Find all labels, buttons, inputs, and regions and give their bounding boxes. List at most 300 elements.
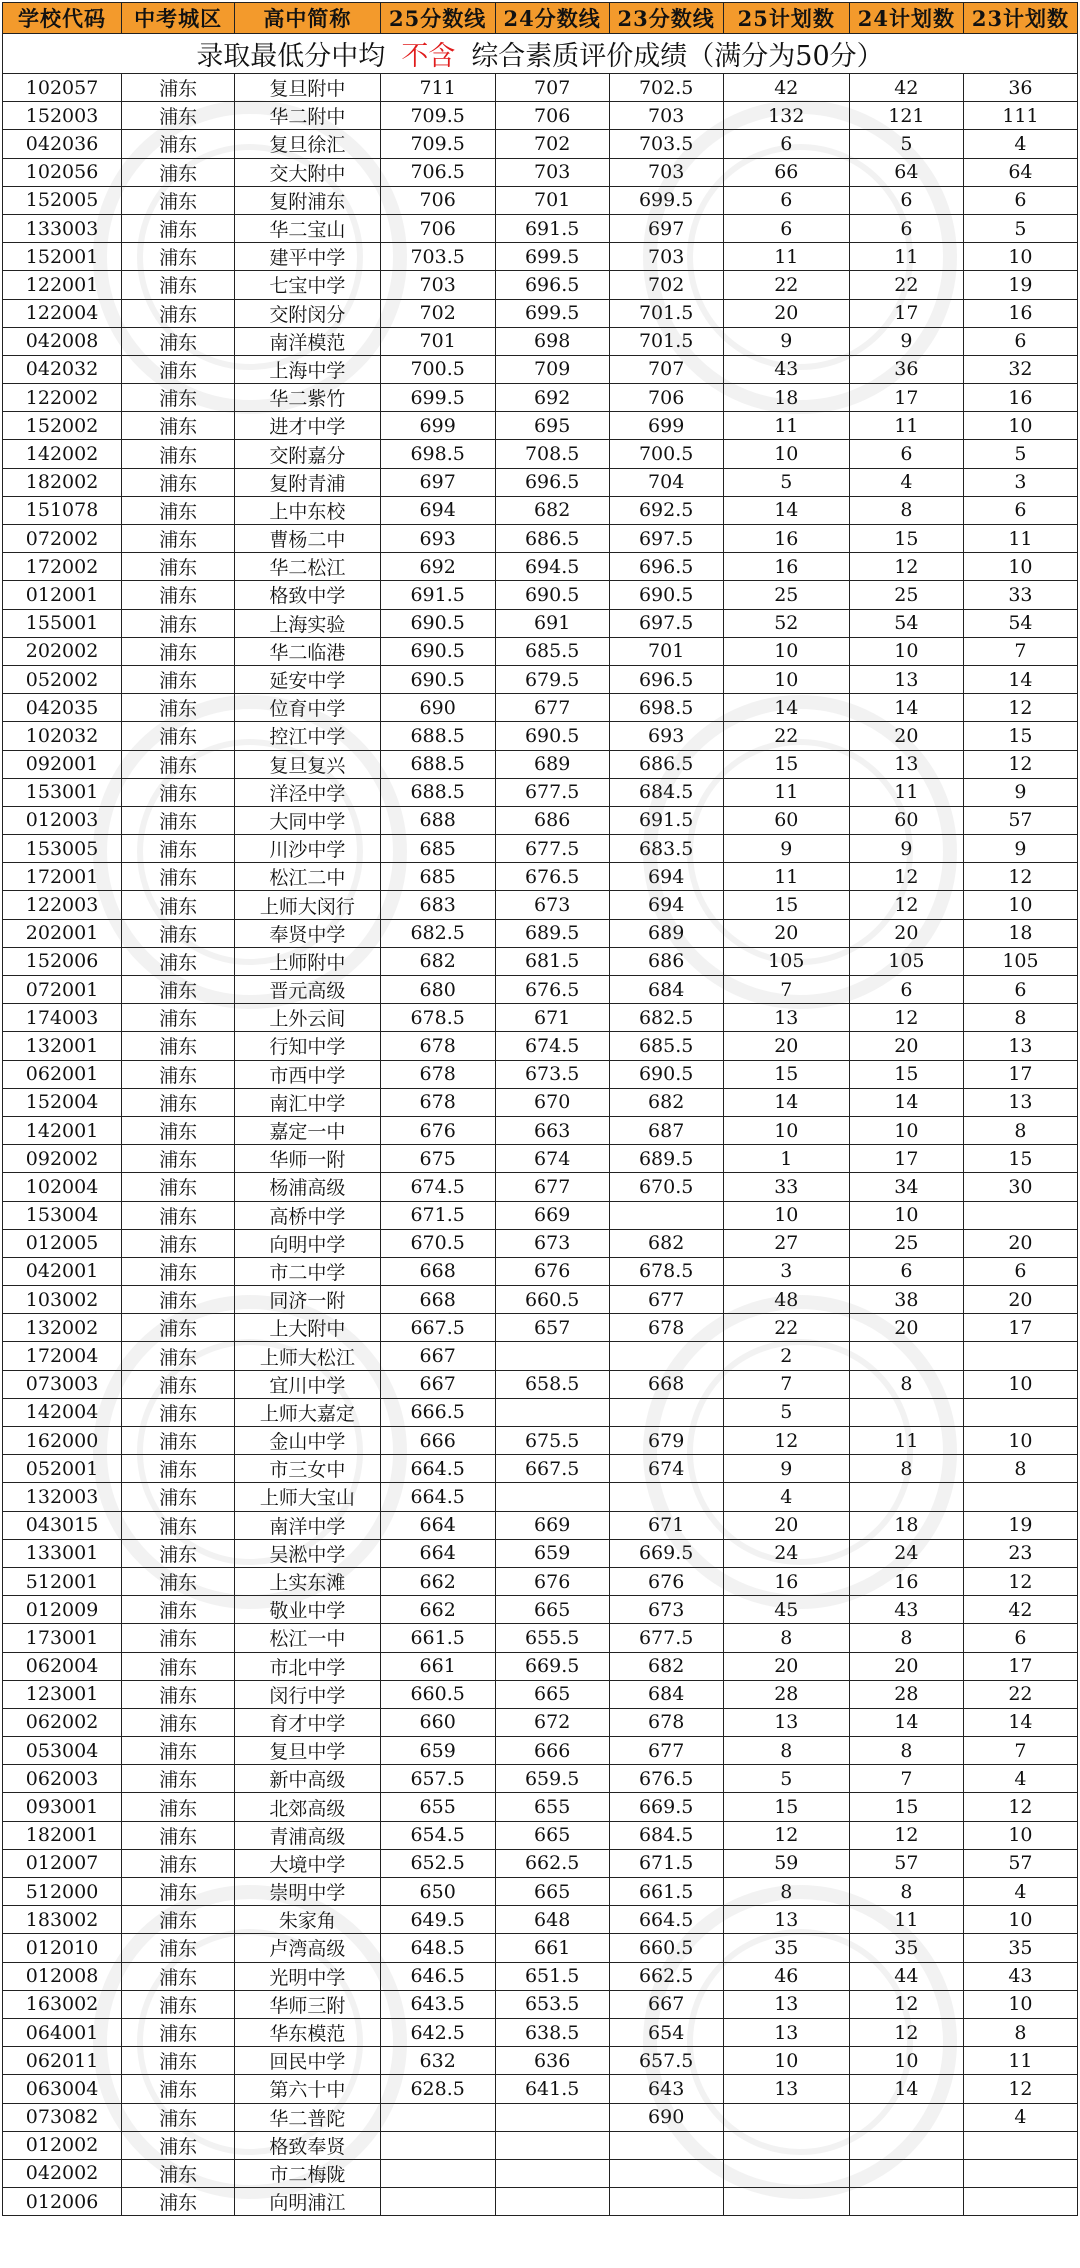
school-code-cell: 122004 bbox=[3, 299, 122, 327]
plan-24-cell: 20 bbox=[849, 1314, 963, 1342]
table-row bbox=[3, 1201, 1078, 1229]
score-25-cell: 691.5 bbox=[380, 581, 495, 609]
plan-24-cell: 13 bbox=[849, 750, 963, 778]
score-24-cell: 653.5 bbox=[495, 1990, 609, 2018]
school-code-cell: 174003 bbox=[3, 1004, 122, 1032]
school-name-cell: 交附闵分 bbox=[235, 299, 381, 327]
plan-24-cell: 44 bbox=[849, 1962, 963, 1990]
table-row bbox=[3, 1088, 1078, 1116]
table-row bbox=[3, 553, 1078, 581]
district-cell: 浦东 bbox=[122, 1511, 235, 1539]
score-23-cell: 693 bbox=[609, 722, 723, 750]
district-cell: 浦东 bbox=[122, 1145, 235, 1173]
district-cell: 浦东 bbox=[122, 1286, 235, 1314]
plan-25-cell: 13 bbox=[723, 1990, 849, 2018]
table-row bbox=[3, 1849, 1078, 1877]
note-text: 综合素质评价成绩（满分为50分） bbox=[471, 41, 884, 72]
school-code-cell: 012005 bbox=[3, 1229, 122, 1257]
district-cell: 浦东 bbox=[122, 440, 235, 468]
score-24-cell: 673.5 bbox=[495, 1060, 609, 1088]
score-24-cell bbox=[495, 2131, 609, 2159]
table-row bbox=[3, 327, 1078, 355]
score-25-cell: 664.5 bbox=[380, 1483, 495, 1511]
note-text: 录取最低分中均 bbox=[196, 41, 386, 72]
district-cell: 浦东 bbox=[122, 74, 235, 102]
table-row bbox=[3, 694, 1078, 722]
plan-23-cell: 12 bbox=[963, 750, 1077, 778]
district-cell: 浦东 bbox=[122, 2075, 235, 2103]
school-code-cell: 153005 bbox=[3, 835, 122, 863]
district-cell: 浦东 bbox=[122, 2131, 235, 2159]
district-cell: 浦东 bbox=[122, 496, 235, 524]
score-23-cell: 670.5 bbox=[609, 1173, 723, 1201]
district-cell: 浦东 bbox=[122, 919, 235, 947]
school-code-cell: 122002 bbox=[3, 384, 122, 412]
school-code-cell: 012008 bbox=[3, 1962, 122, 1990]
score-23-cell: 684 bbox=[609, 976, 723, 1004]
score-25-cell: 678 bbox=[380, 1088, 495, 1116]
score-23-cell: 684 bbox=[609, 1680, 723, 1708]
plan-24-cell: 15 bbox=[849, 1060, 963, 1088]
district-cell: 浦东 bbox=[122, 1708, 235, 1736]
score-23-cell: 686.5 bbox=[609, 750, 723, 778]
school-code-cell: 012009 bbox=[3, 1596, 122, 1624]
district-cell: 浦东 bbox=[122, 158, 235, 186]
plan-25-cell: 24 bbox=[723, 1539, 849, 1567]
plan-23-cell: 6 bbox=[963, 976, 1077, 1004]
score-24-cell: 636 bbox=[495, 2047, 609, 2075]
score-24-cell: 659 bbox=[495, 1539, 609, 1567]
score-24-cell: 677 bbox=[495, 1173, 609, 1201]
table-row bbox=[3, 186, 1078, 214]
plan-23-cell: 32 bbox=[963, 355, 1077, 383]
school-name-cell: 格致中学 bbox=[235, 581, 381, 609]
school-code-cell: 172001 bbox=[3, 863, 122, 891]
score-25-cell: 709.5 bbox=[380, 130, 495, 158]
score-25-cell: 709.5 bbox=[380, 102, 495, 130]
score-23-cell: 685.5 bbox=[609, 1032, 723, 1060]
district-cell: 浦东 bbox=[122, 1624, 235, 1652]
plan-25-cell: 10 bbox=[723, 440, 849, 468]
plan-23-cell: 6 bbox=[963, 327, 1077, 355]
plan-25-cell: 43 bbox=[723, 355, 849, 383]
score-25-cell: 648.5 bbox=[380, 1934, 495, 1962]
score-25-cell: 668 bbox=[380, 1257, 495, 1285]
score-24-cell: 692 bbox=[495, 384, 609, 412]
plan-24-cell bbox=[849, 2159, 963, 2187]
table-row bbox=[3, 2103, 1078, 2131]
table-row bbox=[3, 1032, 1078, 1060]
score-23-cell: 654 bbox=[609, 2018, 723, 2046]
school-code-cell: 053004 bbox=[3, 1737, 122, 1765]
plan-25-cell: 48 bbox=[723, 1286, 849, 1314]
plan-24-cell: 10 bbox=[849, 2047, 963, 2075]
plan-24-cell: 12 bbox=[849, 863, 963, 891]
plan-23-cell: 4 bbox=[963, 1765, 1077, 1793]
score-23-cell: 679 bbox=[609, 1427, 723, 1455]
score-24-cell: 689 bbox=[495, 750, 609, 778]
score-24-cell: 691 bbox=[495, 609, 609, 637]
plan-25-cell: 15 bbox=[723, 891, 849, 919]
score-24-cell bbox=[495, 2103, 609, 2131]
district-cell: 浦东 bbox=[122, 1737, 235, 1765]
plan-23-cell: 11 bbox=[963, 525, 1077, 553]
school-name-cell: 华二普陀 bbox=[235, 2103, 381, 2131]
plan-24-cell: 20 bbox=[849, 1032, 963, 1060]
plan-25-cell: 11 bbox=[723, 412, 849, 440]
plan-23-cell: 20 bbox=[963, 1229, 1077, 1257]
plan-23-cell: 13 bbox=[963, 1088, 1077, 1116]
school-name-cell: 上实东滩 bbox=[235, 1567, 381, 1595]
score-25-cell: 697 bbox=[380, 468, 495, 496]
district-cell: 浦东 bbox=[122, 1370, 235, 1398]
district-cell: 浦东 bbox=[122, 1173, 235, 1201]
school-code-cell: 072001 bbox=[3, 976, 122, 1004]
table-row bbox=[3, 919, 1078, 947]
district-cell: 浦东 bbox=[122, 1201, 235, 1229]
school-name-cell: 上中东校 bbox=[235, 496, 381, 524]
table-row bbox=[3, 2131, 1078, 2159]
plan-24-cell bbox=[849, 1483, 963, 1511]
school-code-cell: 155001 bbox=[3, 609, 122, 637]
plan-25-cell: 8 bbox=[723, 1737, 849, 1765]
score-24-cell: 669.5 bbox=[495, 1652, 609, 1680]
district-cell: 浦东 bbox=[122, 2103, 235, 2131]
school-code-cell: 102004 bbox=[3, 1173, 122, 1201]
plan-23-cell: 8 bbox=[963, 1116, 1077, 1144]
score-23-cell: 657.5 bbox=[609, 2047, 723, 2075]
school-name-cell: 上外云间 bbox=[235, 1004, 381, 1032]
score-24-cell: 669 bbox=[495, 1511, 609, 1539]
plan-23-cell: 12 bbox=[963, 2075, 1077, 2103]
score-23-cell: 678.5 bbox=[609, 1257, 723, 1285]
district-cell: 浦东 bbox=[122, 412, 235, 440]
district-cell: 浦东 bbox=[122, 1427, 235, 1455]
score-24-cell: 665 bbox=[495, 1821, 609, 1849]
plan-25-cell: 9 bbox=[723, 1455, 849, 1483]
score-23-cell: 702 bbox=[609, 271, 723, 299]
school-name-cell: 市北中学 bbox=[235, 1652, 381, 1680]
score-23-cell: 668 bbox=[609, 1370, 723, 1398]
table-row bbox=[3, 2047, 1078, 2075]
table-row bbox=[3, 102, 1078, 130]
plan-25-cell: 5 bbox=[723, 1398, 849, 1426]
score-24-cell: 661 bbox=[495, 1934, 609, 1962]
plan-24-cell: 14 bbox=[849, 2075, 963, 2103]
table-row bbox=[3, 2188, 1078, 2216]
school-name-cell: 大境中学 bbox=[235, 1849, 381, 1877]
school-code-cell: 151078 bbox=[3, 496, 122, 524]
plan-24-cell: 9 bbox=[849, 327, 963, 355]
school-code-cell: 093001 bbox=[3, 1793, 122, 1821]
score-25-cell: 667 bbox=[380, 1342, 495, 1370]
plan-24-cell: 11 bbox=[849, 243, 963, 271]
school-name-cell: 上大附中 bbox=[235, 1314, 381, 1342]
school-code-cell: 012006 bbox=[3, 2188, 122, 2216]
table-row bbox=[3, 1821, 1078, 1849]
plan-24-cell: 42 bbox=[849, 74, 963, 102]
score-24-cell bbox=[495, 1483, 609, 1511]
score-24-cell: 666 bbox=[495, 1737, 609, 1765]
school-name-cell: 杨浦高级 bbox=[235, 1173, 381, 1201]
school-code-cell: 163002 bbox=[3, 1990, 122, 2018]
score-23-cell: 702.5 bbox=[609, 74, 723, 102]
score-23-cell: 676 bbox=[609, 1567, 723, 1595]
score-25-cell: 690 bbox=[380, 694, 495, 722]
school-name-cell: 建平中学 bbox=[235, 243, 381, 271]
school-code-cell: 102032 bbox=[3, 722, 122, 750]
plan-23-cell bbox=[963, 1201, 1077, 1229]
plan-24-cell bbox=[849, 1398, 963, 1426]
school-code-cell: 142004 bbox=[3, 1398, 122, 1426]
school-code-cell: 142002 bbox=[3, 440, 122, 468]
plan-23-cell: 57 bbox=[963, 806, 1077, 834]
score-23-cell: 700.5 bbox=[609, 440, 723, 468]
header-row bbox=[3, 3, 1078, 34]
district-cell: 浦东 bbox=[122, 1793, 235, 1821]
plan-25-cell: 14 bbox=[723, 694, 849, 722]
plan-24-cell: 8 bbox=[849, 1370, 963, 1398]
district-cell: 浦东 bbox=[122, 1229, 235, 1257]
score-25-cell: 694 bbox=[380, 496, 495, 524]
district-cell: 浦东 bbox=[122, 1483, 235, 1511]
score-24-cell: 662.5 bbox=[495, 1849, 609, 1877]
table-row bbox=[3, 1906, 1078, 1934]
plan-23-cell: 36 bbox=[963, 74, 1077, 102]
header-cell: 24分数线 bbox=[495, 3, 609, 34]
school-name-cell: 高桥中学 bbox=[235, 1201, 381, 1229]
school-code-cell: 512000 bbox=[3, 1878, 122, 1906]
score-24-cell: 670 bbox=[495, 1088, 609, 1116]
score-25-cell: 690.5 bbox=[380, 637, 495, 665]
plan-23-cell: 12 bbox=[963, 863, 1077, 891]
score-25-cell: 678.5 bbox=[380, 1004, 495, 1032]
school-name-cell: 第六十中 bbox=[235, 2075, 381, 2103]
table-row bbox=[3, 525, 1078, 553]
school-name-cell: 曹杨二中 bbox=[235, 525, 381, 553]
table-row bbox=[3, 1483, 1078, 1511]
plan-24-cell: 36 bbox=[849, 355, 963, 383]
district-cell: 浦东 bbox=[122, 1567, 235, 1595]
score-24-cell: 677.5 bbox=[495, 778, 609, 806]
school-code-cell: 092001 bbox=[3, 750, 122, 778]
score-23-cell: 686 bbox=[609, 947, 723, 975]
plan-25-cell: 11 bbox=[723, 863, 849, 891]
table-row bbox=[3, 2159, 1078, 2187]
score-24-cell: 690.5 bbox=[495, 722, 609, 750]
plan-23-cell: 3 bbox=[963, 468, 1077, 496]
plan-24-cell: 14 bbox=[849, 1088, 963, 1116]
plan-25-cell: 15 bbox=[723, 1793, 849, 1821]
plan-25-cell: 46 bbox=[723, 1962, 849, 1990]
plan-23-cell: 7 bbox=[963, 1737, 1077, 1765]
score-23-cell bbox=[609, 1201, 723, 1229]
plan-24-cell: 10 bbox=[849, 1116, 963, 1144]
table-row bbox=[3, 299, 1078, 327]
score-25-cell: 678 bbox=[380, 1032, 495, 1060]
school-code-cell: 103002 bbox=[3, 1286, 122, 1314]
plan-24-cell bbox=[849, 1342, 963, 1370]
score-25-cell: 682.5 bbox=[380, 919, 495, 947]
district-cell: 浦东 bbox=[122, 1455, 235, 1483]
plan-24-cell: 60 bbox=[849, 806, 963, 834]
district-cell: 浦东 bbox=[122, 327, 235, 355]
school-code-cell: 042035 bbox=[3, 694, 122, 722]
plan-23-cell: 9 bbox=[963, 778, 1077, 806]
school-name-cell: 华二临港 bbox=[235, 637, 381, 665]
score-23-cell: 691.5 bbox=[609, 806, 723, 834]
school-code-cell: 042036 bbox=[3, 130, 122, 158]
district-cell: 浦东 bbox=[122, 553, 235, 581]
school-name-cell: 金山中学 bbox=[235, 1427, 381, 1455]
plan-23-cell: 12 bbox=[963, 694, 1077, 722]
plan-23-cell: 8 bbox=[963, 1004, 1077, 1032]
plan-23-cell: 10 bbox=[963, 1370, 1077, 1398]
score-25-cell: 657.5 bbox=[380, 1765, 495, 1793]
school-name-cell: 格致奉贤 bbox=[235, 2131, 381, 2159]
score-23-cell: 706 bbox=[609, 384, 723, 412]
plan-23-cell bbox=[963, 2159, 1077, 2187]
plan-23-cell: 35 bbox=[963, 1934, 1077, 1962]
score-25-cell: 659 bbox=[380, 1737, 495, 1765]
header-cell: 学校代码 bbox=[3, 3, 122, 34]
school-name-cell: 华东模范 bbox=[235, 2018, 381, 2046]
plan-24-cell: 22 bbox=[849, 271, 963, 299]
table-row bbox=[3, 835, 1078, 863]
plan-24-cell: 64 bbox=[849, 158, 963, 186]
plan-25-cell: 13 bbox=[723, 1906, 849, 1934]
plan-23-cell: 10 bbox=[963, 553, 1077, 581]
score-23-cell: 690 bbox=[609, 2103, 723, 2131]
plan-25-cell: 6 bbox=[723, 186, 849, 214]
score-23-cell: 682.5 bbox=[609, 1004, 723, 1032]
school-name-cell: 交大附中 bbox=[235, 158, 381, 186]
spreadsheet bbox=[0, 2, 1080, 2268]
plan-25-cell: 8 bbox=[723, 1624, 849, 1652]
score-25-cell: 688.5 bbox=[380, 750, 495, 778]
district-cell: 浦东 bbox=[122, 1088, 235, 1116]
plan-25-cell: 10 bbox=[723, 1116, 849, 1144]
plan-25-cell: 9 bbox=[723, 835, 849, 863]
score-23-cell: 662.5 bbox=[609, 1962, 723, 1990]
plan-23-cell: 6 bbox=[963, 1624, 1077, 1652]
school-name-cell: 市二中学 bbox=[235, 1257, 381, 1285]
score-24-cell: 665 bbox=[495, 1680, 609, 1708]
plan-23-cell: 6 bbox=[963, 496, 1077, 524]
score-23-cell: 684.5 bbox=[609, 1821, 723, 1849]
score-23-cell: 669.5 bbox=[609, 1539, 723, 1567]
school-code-cell: 043015 bbox=[3, 1511, 122, 1539]
plan-23-cell: 64 bbox=[963, 158, 1077, 186]
school-name-cell: 复旦附中 bbox=[235, 74, 381, 102]
score-25-cell: 660.5 bbox=[380, 1680, 495, 1708]
school-name-cell: 向明浦江 bbox=[235, 2188, 381, 2216]
plan-23-cell: 16 bbox=[963, 384, 1077, 412]
school-code-cell: 152002 bbox=[3, 412, 122, 440]
district-cell: 浦东 bbox=[122, 1314, 235, 1342]
district-cell: 浦东 bbox=[122, 1934, 235, 1962]
table-row bbox=[3, 1145, 1078, 1173]
plan-25-cell: 16 bbox=[723, 553, 849, 581]
school-name-cell: 华二附中 bbox=[235, 102, 381, 130]
table-row bbox=[3, 863, 1078, 891]
table-row bbox=[3, 722, 1078, 750]
score-24-cell: 701 bbox=[495, 186, 609, 214]
score-24-cell bbox=[495, 2159, 609, 2187]
score-23-cell: 682 bbox=[609, 1229, 723, 1257]
plan-23-cell: 17 bbox=[963, 1314, 1077, 1342]
table-row bbox=[3, 665, 1078, 693]
plan-23-cell: 7 bbox=[963, 637, 1077, 665]
plan-23-cell: 42 bbox=[963, 1596, 1077, 1624]
district-cell: 浦东 bbox=[122, 2188, 235, 2216]
table-row bbox=[3, 1342, 1078, 1370]
plan-25-cell: 10 bbox=[723, 2047, 849, 2075]
plan-25-cell: 8 bbox=[723, 1878, 849, 1906]
score-24-cell: 660.5 bbox=[495, 1286, 609, 1314]
table-row bbox=[3, 412, 1078, 440]
score-23-cell: 689 bbox=[609, 919, 723, 947]
district-cell: 浦东 bbox=[122, 1990, 235, 2018]
school-code-cell: 042008 bbox=[3, 327, 122, 355]
plan-23-cell: 111 bbox=[963, 102, 1077, 130]
school-name-cell: 延安中学 bbox=[235, 665, 381, 693]
score-25-cell: 692 bbox=[380, 553, 495, 581]
plan-24-cell: 5 bbox=[849, 130, 963, 158]
score-23-cell: 683.5 bbox=[609, 835, 723, 863]
school-code-cell: 123001 bbox=[3, 1680, 122, 1708]
plan-24-cell: 20 bbox=[849, 1652, 963, 1680]
district-cell: 浦东 bbox=[122, 665, 235, 693]
district-cell: 浦东 bbox=[122, 609, 235, 637]
school-code-cell: 132001 bbox=[3, 1032, 122, 1060]
plan-25-cell: 13 bbox=[723, 2075, 849, 2103]
score-23-cell: 699.5 bbox=[609, 186, 723, 214]
score-24-cell: 679.5 bbox=[495, 665, 609, 693]
score-25-cell: 667.5 bbox=[380, 1314, 495, 1342]
district-cell: 浦东 bbox=[122, 947, 235, 975]
plan-24-cell: 17 bbox=[849, 299, 963, 327]
plan-25-cell: 15 bbox=[723, 750, 849, 778]
table-row bbox=[3, 468, 1078, 496]
school-name-cell: 青浦高级 bbox=[235, 1821, 381, 1849]
score-24-cell: 665 bbox=[495, 1878, 609, 1906]
school-name-cell: 华二紫竹 bbox=[235, 384, 381, 412]
plan-23-cell bbox=[963, 2131, 1077, 2159]
score-24-cell: 706 bbox=[495, 102, 609, 130]
score-23-cell bbox=[609, 1398, 723, 1426]
table-row bbox=[3, 1004, 1078, 1032]
plan-24-cell: 11 bbox=[849, 1906, 963, 1934]
score-25-cell: 667 bbox=[380, 1370, 495, 1398]
score-23-cell: 699 bbox=[609, 412, 723, 440]
plan-25-cell: 4 bbox=[723, 1483, 849, 1511]
table-row bbox=[3, 1455, 1078, 1483]
district-cell: 浦东 bbox=[122, 863, 235, 891]
school-code-cell: 092002 bbox=[3, 1145, 122, 1173]
score-24-cell bbox=[495, 1342, 609, 1370]
plan-23-cell: 4 bbox=[963, 130, 1077, 158]
school-name-cell: 上海中学 bbox=[235, 355, 381, 383]
score-25-cell: 664 bbox=[380, 1511, 495, 1539]
school-name-cell: 朱家角 bbox=[235, 1906, 381, 1934]
score-25-cell: 662 bbox=[380, 1596, 495, 1624]
table-row bbox=[3, 750, 1078, 778]
school-name-cell: 市三女中 bbox=[235, 1455, 381, 1483]
plan-24-cell: 6 bbox=[849, 440, 963, 468]
school-code-cell: 152004 bbox=[3, 1088, 122, 1116]
score-24-cell: 672 bbox=[495, 1708, 609, 1736]
